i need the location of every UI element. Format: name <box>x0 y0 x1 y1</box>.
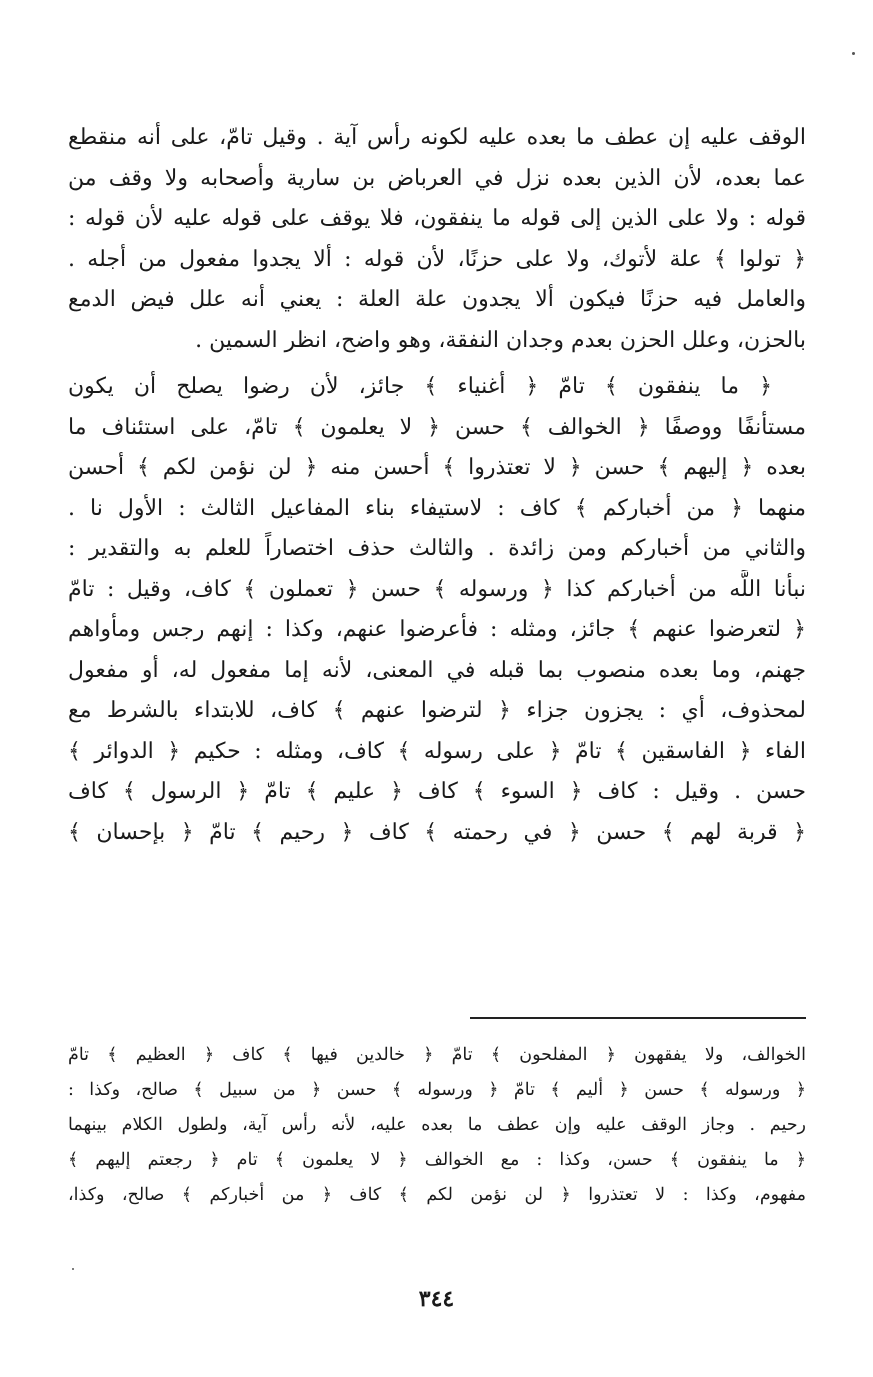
text-line: نبأنا اللَّه من أخباركم كذا ﴿ ورسوله ﴾ حسن ﴿ تعملون ﴾ كاف، وقيل : تامّ <box>68 576 806 602</box>
text-line: ﴿ ما ينفقون ﴾ تامّ ﴿ أغنياء ﴾ جائز، لأن رضوا يصلح أن يكون <box>68 374 772 399</box>
text-line: منهما ﴿ من أخباركم ﴾ كاف : لاستيفاء بناء المفاعيل الثالث : الأول نا . <box>68 495 806 521</box>
footnote-line: مفهوم، وكذا : لا تعتذروا ﴿ لن نؤمن لكم ﴾ كاف ﴿ من أخباركم ﴾ صالح، وكذا، <box>68 1185 806 1205</box>
footnote-text <box>68 1038 806 1213</box>
text-line: جهنم، وما بعده منصوب بما قبله في المعنى، لأنه إما مفعول له، أو مفعول <box>68 657 806 683</box>
paragraph-2 <box>68 367 806 853</box>
footnote-line: الخوالف، ولا يفقهون ﴿ المفلحون ﴾ تامّ ﴿ خالدين فيها ﴾ كاف ﴿ العظيم ﴾ تامّ <box>68 1045 806 1065</box>
scan-speck <box>72 1268 74 1270</box>
text-line: الفاء ﴿ الفاسقين ﴾ تامّ ﴿ على رسوله ﴾ كاف، ومثله : حكيم ﴿ الدوائر ﴾ <box>68 738 806 764</box>
text-line: والثاني من أخباركم ومن زائدة . والثالث حذف اختصاراً للعلم به والتقدير : <box>68 536 806 561</box>
text-line: ﴿ لتعرضوا عنهم ﴾ جائز، ومثله : فأعرضوا عنهم، وكذا : إنهم رجس ومأواهم <box>68 617 806 642</box>
paragraph-1 <box>68 118 806 361</box>
footnote-line: رحيم . وجاز الوقف عليه وإن عطف ما بعده عليه، لأنه رأس آية، ولطول الكلام بينهما <box>68 1115 806 1135</box>
main-text <box>68 118 806 853</box>
footnote-divider <box>470 1017 806 1019</box>
text-line: والعامل فيه حزنًا فيكون ألا يجدون علة العلة : يعني أنه علل فيض الدمع <box>68 287 806 312</box>
text-line: لمحذوف، أي : يجزون جزاء ﴿ لترضوا عنهم ﴾ كاف، للابتداء بالشرط مع <box>68 698 806 723</box>
text-line: عما بعده، لأن الذين بعده نزل في العرباض بن سارية وأصحابه ولا وقف من <box>68 165 806 191</box>
text-line: قوله : ولا على الذين إلى قوله ما ينفقون، فلا يوقف على قوله عليه لأن قوله : <box>68 206 806 231</box>
footnote-line: ﴿ ما ينفقون ﴾ حسن، وكذا : مع الخوالف ﴿ لا يعلمون ﴾ تام ﴿ رجعتم إليهم ﴾ <box>68 1150 806 1170</box>
text-line: ﴿ تولوا ﴾ علة لأتوك، ولا على حزنًا، لأن قوله : ألا يجدوا مفعول من أجله . <box>68 246 806 272</box>
text-line: ﴿ قربة لهم ﴾ حسن ﴿ في رحمته ﴾ كاف ﴿ رحيم ﴾ تامّ ﴿ بإحسان ﴾ <box>68 819 806 845</box>
text-line: حسن . وقيل : كاف ﴿ السوء ﴾ كاف ﴿ عليم ﴾ تامّ ﴿ الرسول ﴾ كاف <box>68 779 806 804</box>
footnote-line: ﴿ ورسوله ﴾ حسن ﴿ أليم ﴾ تامّ ﴿ ورسوله ﴾ حسن ﴿ من سبيل ﴾ صالح، وكذا : <box>68 1080 806 1100</box>
scan-speck <box>852 52 855 55</box>
text-line: الوقف عليه إن عطف ما بعده عليه لكونه رأس آية . وقيل تامّ، على أنه منقطع <box>68 125 806 150</box>
text-line: بعده ﴿ إليهم ﴾ حسن ﴿ لا تعتذروا ﴾ أحسن منه ﴿ لن نؤمن لكم ﴾ أحسن <box>68 455 806 480</box>
text-line: مستأنفًا ووصفًا ﴿ الخوالف ﴾ حسن ﴿ لا يعلمون ﴾ تامّ، على استئناف ما <box>68 414 806 440</box>
text-line: بالحزن، وعلل الحزن بعدم وجدان النفقة، وهو واضح، انظر السمين . <box>195 327 806 353</box>
page-number: ٣٤٤ <box>418 1286 455 1312</box>
